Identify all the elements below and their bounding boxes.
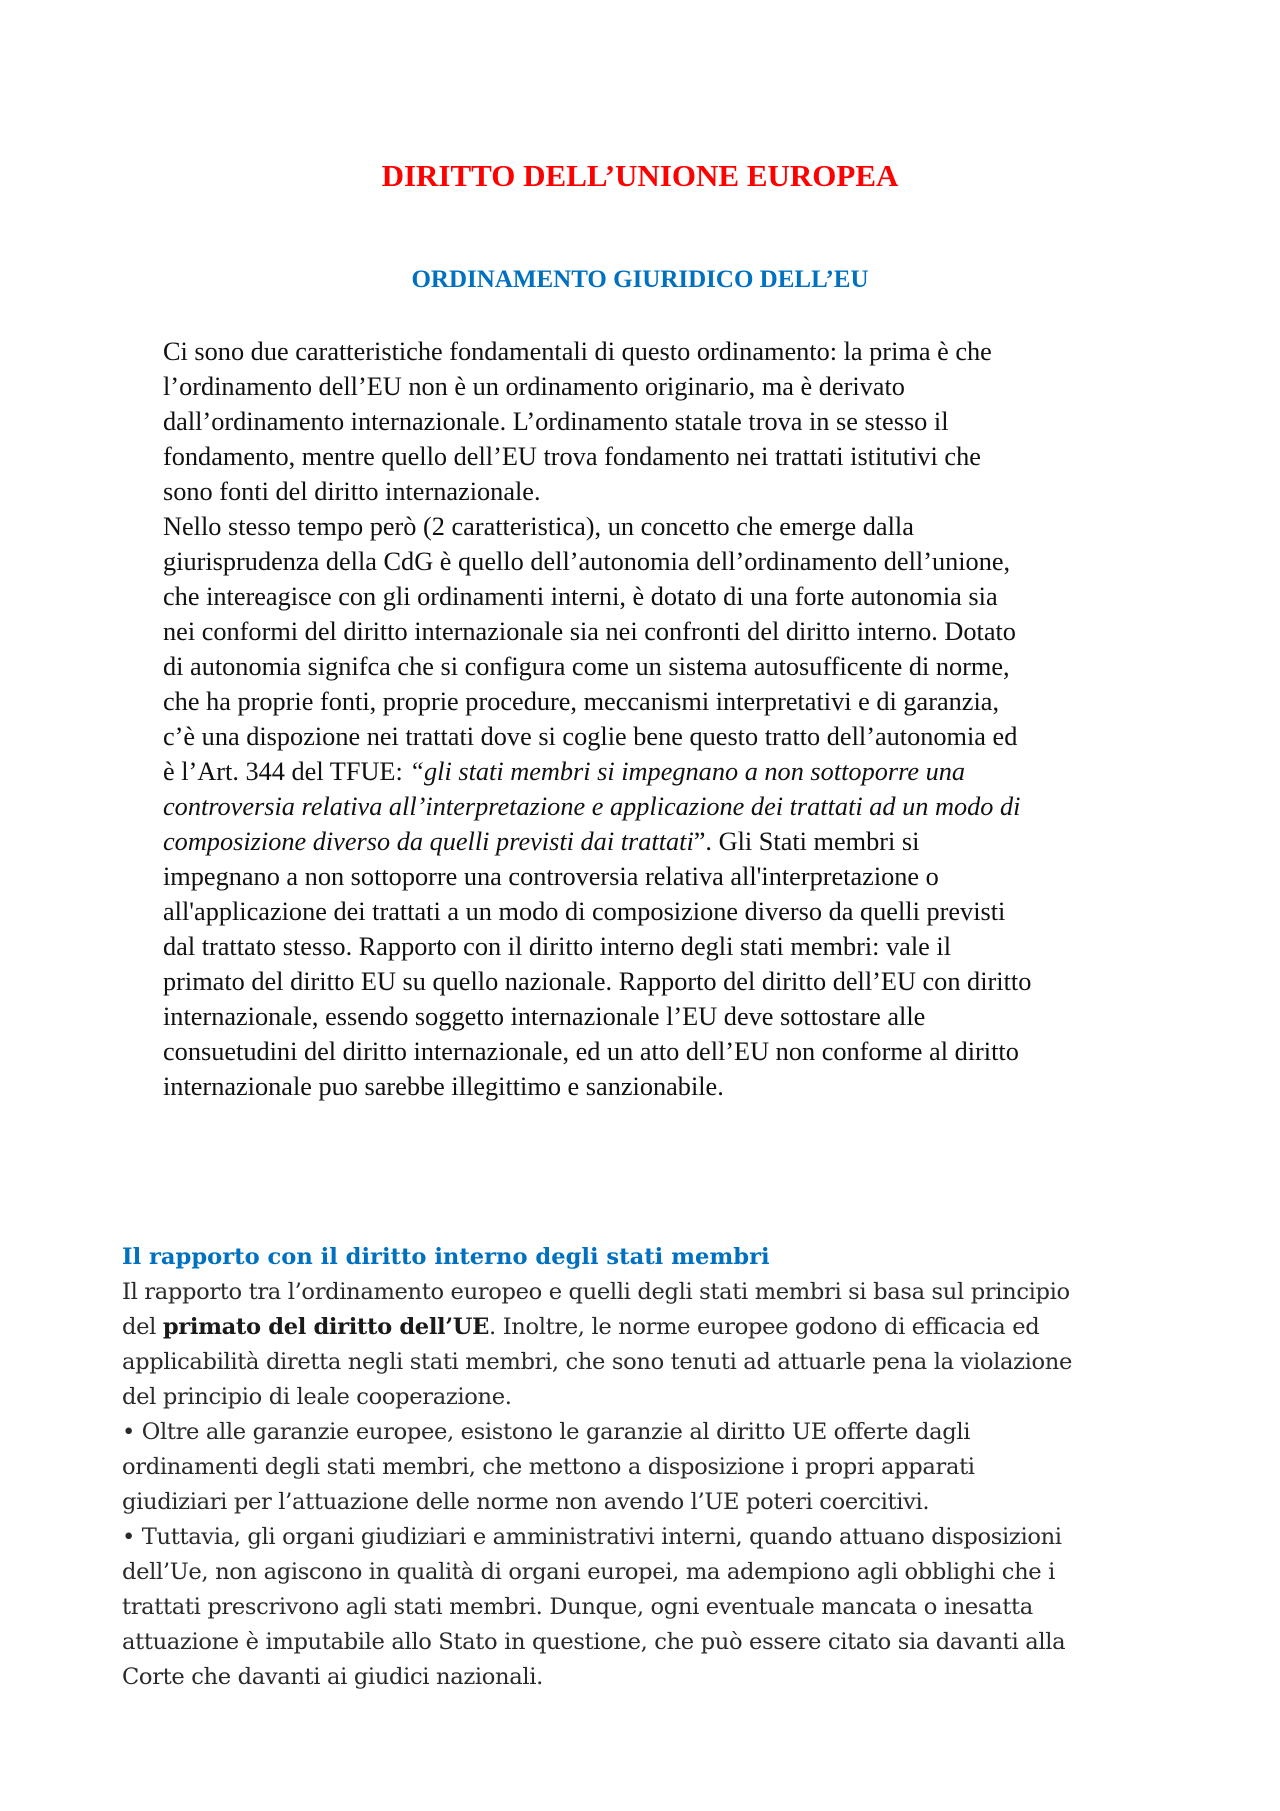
text-line: che intereagisce con gli ordinamenti interni, è dotato di una forte autonomia sia [163, 582, 998, 611]
text-line: giudiziari per l’attuazione delle norme non avendo l’UE poteri coercitivi. [122, 1489, 930, 1515]
quote-text: “gli stati membri si impegnano a non sottoporre una [409, 757, 966, 786]
text-line: Corte che davanti ai giudici nazionali. [122, 1664, 543, 1690]
bullet-line: • Tuttavia, gli organi giudiziari e amministrativi interni, quando attuano disposizioni [122, 1524, 1062, 1550]
paragraph-ordinamento [163, 334, 1183, 1104]
text-line: primato del diritto EU su quello nazionale. Rapporto del diritto dell’EU con diritto [163, 967, 1032, 996]
text-line: internazionale puo sarebbe illegittimo e sanzionabile. [163, 1072, 724, 1101]
text-line: sono fonti del diritto internazionale. [163, 477, 541, 506]
text-fragment: ”. Gli Stati membri si [693, 827, 920, 856]
text-line-quote-end [163, 824, 1183, 859]
text-line: che ha proprie fonti, proprie procedure, meccanismi interpretativi e di garanzia, [163, 687, 1000, 716]
quote-text: controversia relativa all’interpretazione e applicazione dei trattati ad un modo di [163, 792, 1021, 821]
text-line: nei conformi del diritto internazionale sia nei confronti del diritto interno. Dotato [163, 617, 1016, 646]
text-line: giurisprudenza della CdG è quello dell’autonomia dell’ordinamento dell’unione, [163, 547, 1011, 576]
text-line: dell’Ue, non agiscono in qualità di organi europei, ma adempiono agli obblighi che i [122, 1559, 1056, 1585]
text-line-quote-start [163, 754, 1183, 789]
text-line: l’ordinamento dell’EU non è un ordinamento originario, ma è derivato [163, 372, 905, 401]
text-line: dal trattato stesso. Rapporto con il diritto interno degli stati membri: vale il [163, 932, 952, 961]
text-line: di autonomia signifca che si configura come un sistema autosufficente di norme, [163, 652, 1010, 681]
text-line: Nello stesso tempo però (2 caratteristica), un concetto che emerge dalla [163, 512, 914, 541]
text-line: dall’ordinamento internazionale. L’ordinamento statale trova in se stesso il [163, 407, 949, 436]
text-line: Il rapporto tra l’ordinamento europeo e quelli degli stati membri si basa sul principio [122, 1279, 1070, 1305]
text-fragment: del [122, 1314, 163, 1340]
text-line: ordinamenti degli stati membri, che mettono a disposizione i propri apparati [122, 1454, 975, 1480]
text-line: internazionale, essendo soggetto internazionale l’EU deve sottostare alle [163, 1002, 926, 1031]
text-line-with-bold [122, 1310, 1182, 1345]
text-line: applicabilità diretta negli stati membri, che sono tenuti ad attuarle pena la violazione [122, 1349, 1072, 1375]
article-reference: è l’Art. 344 del TFUE: [163, 757, 410, 786]
text-fragment: . Inoltre, le norme europee godono di efficacia ed [489, 1314, 1040, 1340]
text-line: c’è una dispozione nei trattati dove si coglie bene questo tratto dell’autonomia ed [163, 722, 1018, 751]
section-rapporto-diritto-interno [122, 1240, 1182, 1695]
section-heading: Il rapporto con il diritto interno degli stati membri [122, 1244, 770, 1270]
text-line: fondamento, mentre quello dell’EU trova fondamento nei trattati istitutivi che [163, 442, 981, 471]
text-line: trattati prescrivono agli stati membri. Dunque, ogni eventuale mancata o inesatta [122, 1594, 1033, 1620]
section-title-ordinamento: ORDINAMENTO GIURIDICO DELL’EU [411, 266, 869, 293]
text-line: all'applicazione dei trattati a un modo di composizione diverso da quelli previsti [163, 897, 1006, 926]
bullet-line: • Oltre alle garanzie europee, esistono le garanzie al diritto UE offerte dagli [122, 1419, 971, 1445]
text-line: consuetudini del diritto internazionale, ed un atto dell’EU non conforme al diritto [163, 1037, 1019, 1066]
text-line: Ci sono due caratteristiche fondamentali di questo ordinamento: la prima è che [163, 337, 992, 366]
text-line: impegnano a non sottoporre una controversia relativa all'interpretazione o [163, 862, 939, 891]
text-line: attuazione è imputabile allo Stato in questione, che può essere citato sia davanti alla [122, 1629, 1066, 1655]
text-line: del principio di leale cooperazione. [122, 1384, 512, 1410]
bold-term-primato: primato del diritto dell’UE [162, 1314, 490, 1340]
text-line-quote [163, 789, 1183, 824]
quote-text: composizione diverso da quelli previsti dai trattati [163, 827, 694, 856]
document-title: DIRITTO DELL’UNIONE EUROPEA [381, 158, 899, 193]
